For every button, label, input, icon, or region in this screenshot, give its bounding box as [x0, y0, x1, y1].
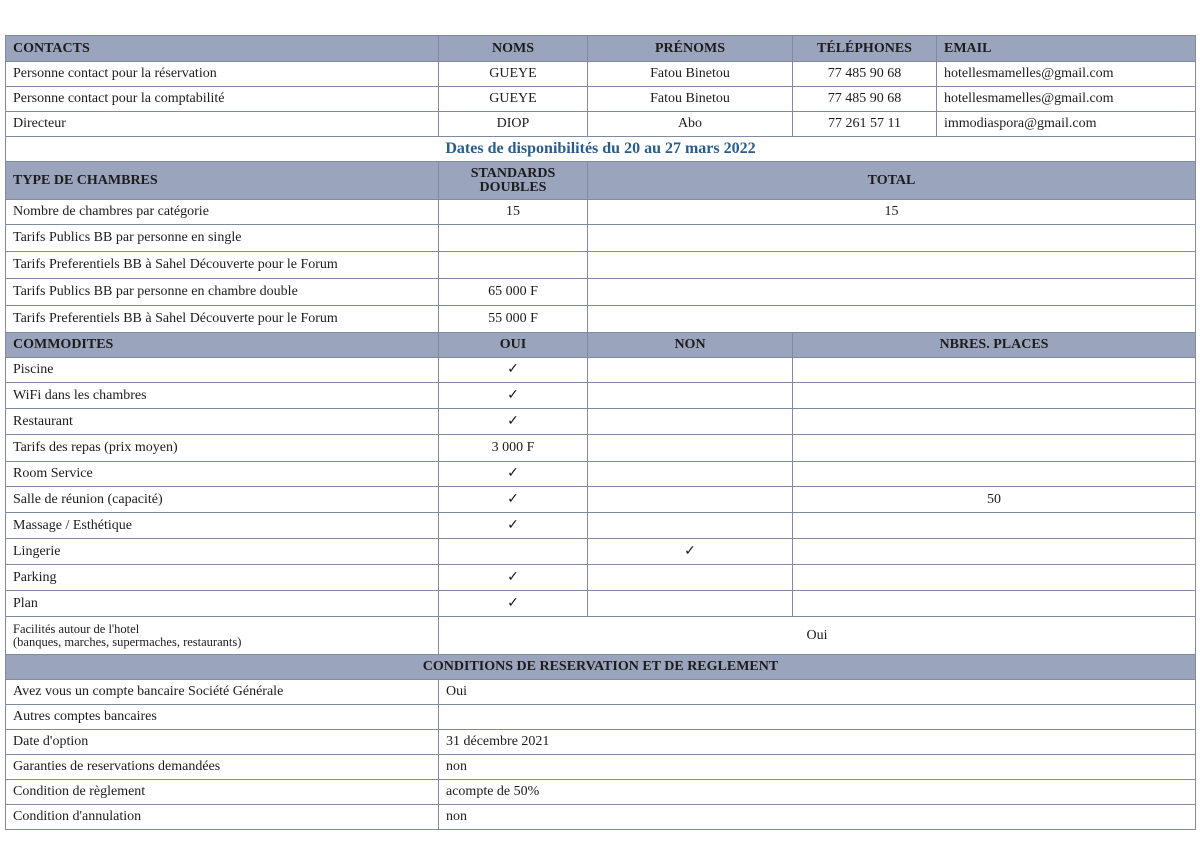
condition-row	[6, 680, 1196, 705]
commodite-places	[793, 565, 1196, 591]
chambre-row	[6, 279, 1196, 306]
commodite-row	[6, 383, 1196, 409]
facilites-label-line2: (banques, marches, supermaches, restaurants)	[13, 634, 242, 649]
commodite-row	[6, 358, 1196, 383]
commodite-places	[793, 383, 1196, 409]
commodite-label: Restaurant	[6, 409, 439, 435]
commodite-label: Salle de réunion (capacité)	[6, 487, 439, 513]
chambre-row	[6, 200, 1196, 225]
chambre-total: 15	[588, 200, 1196, 225]
chambre-total	[588, 225, 1196, 252]
contact-tel: 77 261 57 11	[793, 112, 937, 137]
contact-role: Directeur	[6, 112, 439, 137]
commodite-row	[6, 539, 1196, 565]
prenoms-header: PRÉNOMS	[588, 36, 793, 62]
standards-label: STANDARDS	[470, 166, 556, 182]
commodite-row	[6, 591, 1196, 617]
chambre-total	[588, 306, 1196, 333]
commodite-row	[6, 462, 1196, 487]
commodite-non	[588, 358, 793, 383]
facilites-value: Oui	[439, 617, 1196, 655]
facilites-label	[6, 617, 439, 655]
commodite-oui: ✓	[439, 383, 588, 409]
commodite-non	[588, 462, 793, 487]
commodite-label: Piscine	[6, 358, 439, 383]
chambre-label: Tarifs Preferentiels BB à Sahel Découverte pour le Forum	[6, 252, 439, 279]
nbres-places-header: NBRES. PLACES	[793, 333, 1196, 358]
condition-value: acompte de 50%	[439, 780, 1196, 805]
noms-header: NOMS	[439, 36, 588, 62]
contacts-header: CONTACTS	[6, 36, 439, 62]
contact-email: immodiaspora@gmail.com	[937, 112, 1196, 137]
commodite-places	[793, 513, 1196, 539]
commodite-places	[793, 435, 1196, 462]
commodite-oui: ✓	[439, 487, 588, 513]
commodite-label: WiFi dans les chambres	[6, 383, 439, 409]
contact-row	[6, 87, 1196, 112]
commodite-places: 50	[793, 487, 1196, 513]
contact-nom: GUEYE	[439, 87, 588, 112]
condition-value: 31 décembre 2021	[439, 730, 1196, 755]
contact-tel: 77 485 90 68	[793, 87, 937, 112]
commodite-places	[793, 358, 1196, 383]
commodite-label: Plan	[6, 591, 439, 617]
commodite-non	[588, 487, 793, 513]
condition-row	[6, 780, 1196, 805]
condition-label: Condition d'annulation	[6, 805, 439, 830]
contact-email: hotellesmamelles@gmail.com	[937, 87, 1196, 112]
condition-label: Autres comptes bancaires	[6, 705, 439, 730]
non-header: NON	[588, 333, 793, 358]
condition-row	[6, 755, 1196, 780]
condition-label: Garanties de reservations demandées	[6, 755, 439, 780]
condition-value: non	[439, 755, 1196, 780]
commodite-places	[793, 409, 1196, 435]
commodite-places	[793, 539, 1196, 565]
oui-header: OUI	[439, 333, 588, 358]
chambres-header-row	[6, 162, 1196, 200]
chambre-row	[6, 306, 1196, 333]
conditions-header-row	[6, 655, 1196, 680]
contact-tel: 77 485 90 68	[793, 62, 937, 87]
chambre-total	[588, 279, 1196, 306]
contact-email: hotellesmamelles@gmail.com	[937, 62, 1196, 87]
condition-row	[6, 730, 1196, 755]
commodite-oui: ✓	[439, 358, 588, 383]
contacts-header-row	[6, 36, 1196, 62]
condition-label: Condition de règlement	[6, 780, 439, 805]
commodite-non	[588, 409, 793, 435]
email-header: EMAIL	[937, 36, 1196, 62]
commodite-label: Tarifs des repas (prix moyen)	[6, 435, 439, 462]
commodite-oui: ✓	[439, 462, 588, 487]
contact-nom: DIOP	[439, 112, 588, 137]
commodite-non	[588, 513, 793, 539]
chambre-label: Tarifs Preferentiels BB à Sahel Découverte pour le Forum	[6, 306, 439, 333]
type-chambres-header: TYPE DE CHAMBRES	[6, 162, 439, 200]
commodite-oui: 3 000 F	[439, 435, 588, 462]
condition-value: Oui	[439, 680, 1196, 705]
commodites-header-row	[6, 333, 1196, 358]
commodite-non	[588, 591, 793, 617]
facilites-label-line1: Facilités autour de l'hotel	[13, 622, 140, 636]
commodites-header: COMMODITES	[6, 333, 439, 358]
contact-prenom: Abo	[588, 112, 793, 137]
condition-label: Date d'option	[6, 730, 439, 755]
commodite-row	[6, 565, 1196, 591]
commodite-label: Massage / Esthétique	[6, 513, 439, 539]
chambre-label: Tarifs Publics BB par personne en chambre double	[6, 279, 439, 306]
commodite-oui: ✓	[439, 565, 588, 591]
contact-row	[6, 62, 1196, 87]
hotel-info-table	[5, 35, 1196, 830]
commodite-non: ✓	[588, 539, 793, 565]
commodite-row	[6, 487, 1196, 513]
chambre-total	[588, 252, 1196, 279]
commodite-non	[588, 435, 793, 462]
commodite-oui: ✓	[439, 513, 588, 539]
doubles-label: DOUBLES	[479, 179, 547, 195]
conditions-header: CONDITIONS DE RESERVATION ET DE REGLEMENT	[6, 655, 1196, 680]
commodite-row	[6, 435, 1196, 462]
contact-role: Personne contact pour la réservation	[6, 62, 439, 87]
commodite-places	[793, 591, 1196, 617]
chambre-std: 65 000 F	[439, 279, 588, 306]
condition-row	[6, 805, 1196, 830]
contact-prenom: Fatou Binetou	[588, 87, 793, 112]
commodite-label: Room Service	[6, 462, 439, 487]
commodite-places	[793, 462, 1196, 487]
commodite-oui: ✓	[439, 409, 588, 435]
dates-title: Dates de disponibilités du 20 au 27 mars 2022	[6, 137, 1196, 162]
chambre-label: Nombre de chambres par catégorie	[6, 200, 439, 225]
telephones-header: TÉLÉPHONES	[793, 36, 937, 62]
total-header: TOTAL	[588, 162, 1196, 200]
contact-role: Personne contact pour la comptabilité	[6, 87, 439, 112]
commodite-oui: ✓	[439, 591, 588, 617]
condition-label: Avez vous un compte bancaire Société Générale	[6, 680, 439, 705]
chambre-row	[6, 252, 1196, 279]
commodite-oui	[439, 539, 588, 565]
contact-prenom: Fatou Binetou	[588, 62, 793, 87]
commodite-label: Parking	[6, 565, 439, 591]
dates-title-row	[6, 137, 1196, 162]
facilites-row	[6, 617, 1196, 655]
condition-row	[6, 705, 1196, 730]
chambre-std: 55 000 F	[439, 306, 588, 333]
chambre-label: Tarifs Publics BB par personne en single	[6, 225, 439, 252]
standards-doubles-header	[439, 162, 588, 200]
commodite-row	[6, 513, 1196, 539]
commodite-non	[588, 383, 793, 409]
condition-value: non	[439, 805, 1196, 830]
contact-nom: GUEYE	[439, 62, 588, 87]
commodite-label: Lingerie	[6, 539, 439, 565]
chambre-row	[6, 225, 1196, 252]
condition-value	[439, 705, 1196, 730]
contact-row	[6, 112, 1196, 137]
chambre-std	[439, 225, 588, 252]
chambre-std	[439, 252, 588, 279]
commodite-row	[6, 409, 1196, 435]
chambre-std: 15	[439, 200, 588, 225]
commodite-non	[588, 565, 793, 591]
